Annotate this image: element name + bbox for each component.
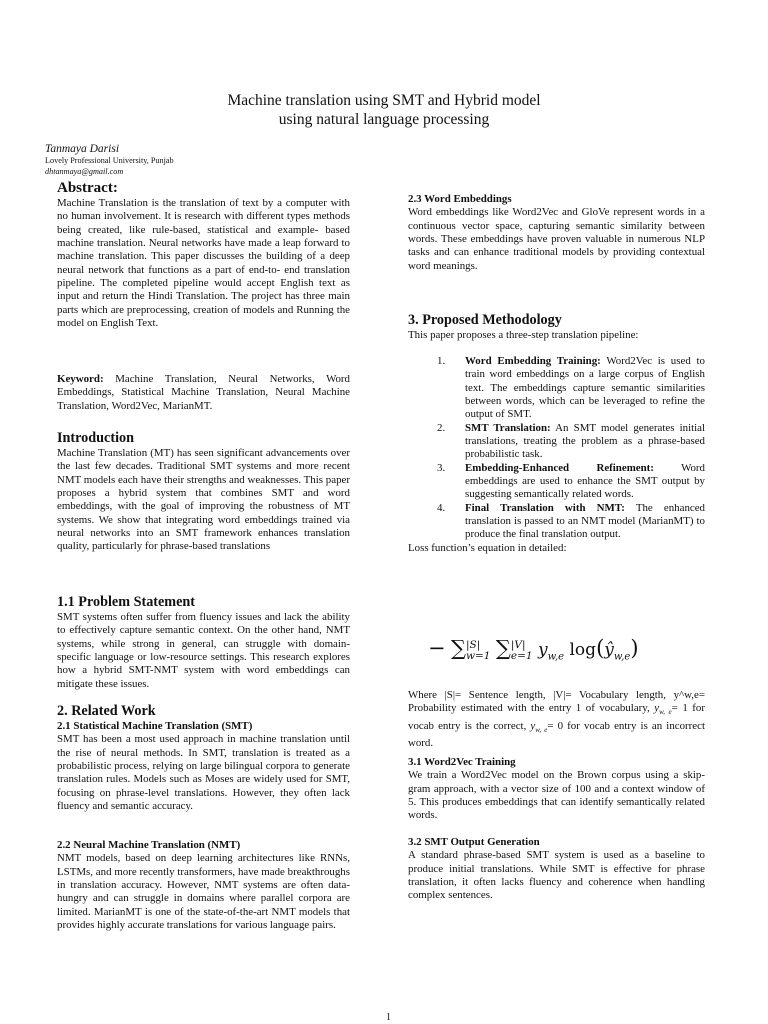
step-text: Word2Vec is used to train word embeddings on a large corpus of English text. The embeddings capture semantic similarities between words, which can be leveraged to refine the output of SMT. bbox=[465, 355, 705, 421]
problem-statement-text: SMT systems often suffer from fluency issues and lack the ability to effectively capture semantic context. On the other hand, NMT systems, while strong in general, can struggle with domain-specific language or low-resource settings. This research explores how a hybrid SMT-NMT system with word embeddings can mitigate these issues. bbox=[57, 611, 350, 690]
abstract-section bbox=[57, 180, 350, 330]
abstract-text: Machine Translation is the translation of text by a computer with no human involvement. It is research with different types methods being created, like rule-based, statistical and example- based machine translation. Neural networks have made a leap forward to machine translation. This paper discusses the building of a deep neural network that functions as a part of end-to- end translation pipeline. The completed pipeline would accept English text as input and return the Hindi Translation. The project has three main parts which are preprocessing, creation of models and Running the model on English Text. bbox=[57, 197, 350, 330]
formula-y-hat: ŷ bbox=[604, 640, 614, 660]
author-block bbox=[45, 143, 174, 177]
loss-intro: Loss function’s equation in detailed: bbox=[408, 541, 567, 554]
sum-1-lower: w=1 bbox=[466, 649, 491, 662]
smt-subheading: 2.1 Statistical Machine Translation (SMT) bbox=[57, 720, 253, 732]
where-text-b: = 1 for vocab entry is the correct, bbox=[408, 702, 705, 732]
introduction-text: Machine Translation (MT) has seen significant advancements over the last few decades. Traditional SMT systems and more recent NMT models each have their strengths and weaknesses. This paper proposes a hybrid system that combines SMT and word embeddings, with the goal of improving the robustness of MT systems. We show that integrating word embeddings trained via neural networks into an SMT framework enhances translation quality, particularly for phrase-based translations bbox=[57, 447, 350, 553]
where-text-a: Where |S|= Sentence length, |V|= Vocabulary length, y^w,e= Probability estimated with the entry 1 of vocabulary, bbox=[408, 689, 705, 715]
pipeline-steps-list bbox=[408, 355, 705, 555]
formula-y: y bbox=[538, 640, 548, 660]
formula-close-paren: ) bbox=[630, 636, 639, 660]
where-y2: y bbox=[530, 719, 536, 732]
formula-y-hat-sub: w,e bbox=[613, 651, 631, 663]
where-y1-sub: w, e bbox=[659, 708, 672, 717]
pipeline-step bbox=[408, 462, 705, 502]
problem-statement-heading: 1.1 Problem Statement bbox=[57, 594, 196, 610]
methodology-intro: This paper proposes a three-step translation pipeline: bbox=[408, 329, 639, 341]
methodology-section bbox=[408, 312, 705, 342]
where-y2-sub: w, e bbox=[535, 726, 548, 735]
formula-sum-2: ∑ bbox=[495, 636, 511, 660]
paper-title bbox=[0, 91, 768, 129]
introduction-section bbox=[57, 430, 350, 554]
author-name: Tanmaya Darisi bbox=[45, 143, 120, 155]
title-line-1: Machine translation using SMT and Hybrid model bbox=[227, 92, 541, 109]
where-text-c: = 0 for vocab entry is an incorrect word. bbox=[408, 719, 705, 750]
smt-output-text: A standard phrase-based SMT system is used as a baseline to produce initial translations. While SMT is effective for phrase translation, it often lacks fluency and coherence when handling complex sentences. bbox=[408, 849, 705, 902]
sum-2-limits bbox=[511, 640, 533, 662]
keywords-text: Machine Translation, Neural Networks, Word Embeddings, Statistical Machine Translation, Neural Machine Translation, Word2Vec, MarianMT. bbox=[57, 373, 350, 412]
nmt-section bbox=[57, 839, 350, 932]
word-embeddings-text: Word embeddings like Word2Vec and GloVe represent words in a continuous vector space, capturing semantic similarity between words. These embeddings have proven valuable in numerous NLP tasks and can enhance traditional models by providing contextual word meanings. bbox=[408, 206, 705, 272]
step-text: An SMT model generates initial translations, treating the problem as a phrase-based probabilistic task. bbox=[465, 421, 706, 461]
step-label: SMT Translation: bbox=[465, 421, 551, 434]
keywords-section bbox=[57, 373, 350, 413]
smt-text: SMT has been a most used approach in machine translation until the rise of neural methods. In SMT, translation is treated as a probabilistic process, relying on large bilingual corpora to generate translation rules. Models such as Moses are widely used for SMT, focusing on phrase-level translations. However, they often lack fluency and semantic accuracy. bbox=[57, 733, 350, 813]
methodology-heading: 3. Proposed Methodology bbox=[408, 312, 562, 328]
step-number: 1. bbox=[437, 355, 446, 367]
pipeline-step bbox=[408, 355, 705, 422]
step-number: 4. bbox=[437, 501, 446, 514]
keywords-paragraph bbox=[57, 373, 350, 413]
pipeline-step bbox=[408, 422, 705, 462]
sum-1-limits bbox=[466, 640, 490, 662]
related-work-section bbox=[57, 703, 350, 813]
nmt-subheading: 2.2 Neural Machine Translation (NMT) bbox=[57, 839, 241, 851]
formula-y-sub: w,e bbox=[547, 651, 565, 663]
author-email: dhtanmaya@gmail.com bbox=[45, 166, 124, 176]
formula-minus: − bbox=[428, 636, 446, 660]
sum-2-lower: e=1 bbox=[510, 649, 533, 662]
step-number: 3. bbox=[437, 461, 446, 474]
title-line-2: using natural language processing bbox=[278, 111, 490, 128]
loss-formula bbox=[428, 636, 688, 676]
step-number: 2. bbox=[437, 421, 446, 434]
keywords-label: Keyword: bbox=[57, 373, 104, 385]
step-label: Final Translation with NMT: bbox=[465, 501, 625, 514]
related-work-heading: 2. Related Work bbox=[57, 703, 156, 719]
word2vec-training-text: We train a Word2Vec model on the Brown corpus using a skip-gram approach, with a vector size of 100 and a context window of 5. This produces embeddings that can identify semantically related words. bbox=[408, 769, 705, 822]
introduction-heading: Introduction bbox=[57, 430, 134, 446]
word-embeddings-heading: 2.3 Word Embeddings bbox=[408, 193, 512, 205]
page-number: 1 bbox=[386, 1012, 391, 1023]
formula-log: log bbox=[564, 640, 597, 660]
formula-sum-1: ∑ bbox=[451, 636, 467, 660]
problem-statement-section bbox=[57, 594, 350, 691]
step-label: Word Embedding Training: bbox=[465, 355, 601, 367]
formula-open-paren: ( bbox=[596, 636, 605, 660]
step-label: Embedding-Enhanced Refinement: bbox=[465, 461, 654, 474]
nmt-text: NMT models, based on deep learning architectures like RNNs, LSTMs, and more recently transformers, have made breakthroughs in translation accuracy. However, NMT systems are often data-hungry and can struggle in domains where parallel corpora are limited. MarianMT is one of the state-of-the-art NMT models that provides highly accurate translations for various language pairs. bbox=[57, 852, 350, 932]
where-explanation bbox=[408, 689, 705, 751]
sum-2-upper: |V| bbox=[510, 638, 526, 651]
pipeline-step bbox=[408, 502, 705, 542]
where-y1: y bbox=[654, 702, 660, 715]
where-text bbox=[408, 689, 705, 751]
step-text: The enhanced translation is passed to an NMT model (MarianMT) to produce the final translation output. bbox=[465, 501, 705, 541]
word2vec-training-section bbox=[408, 756, 705, 823]
sum-1-upper: |S| bbox=[466, 638, 481, 651]
smt-output-heading: 3.2 SMT Output Generation bbox=[408, 836, 540, 848]
author-affiliation: Lovely Professional University, Punjab bbox=[45, 156, 174, 165]
abstract-heading: Abstract: bbox=[57, 180, 118, 196]
word-embeddings-section bbox=[408, 193, 705, 273]
smt-output-section bbox=[408, 836, 705, 903]
step-text: Word embeddings are used to enhance the SMT output by suggesting semantically related words. bbox=[465, 461, 706, 501]
word2vec-training-heading: 3.1 Word2Vec Training bbox=[408, 756, 516, 768]
